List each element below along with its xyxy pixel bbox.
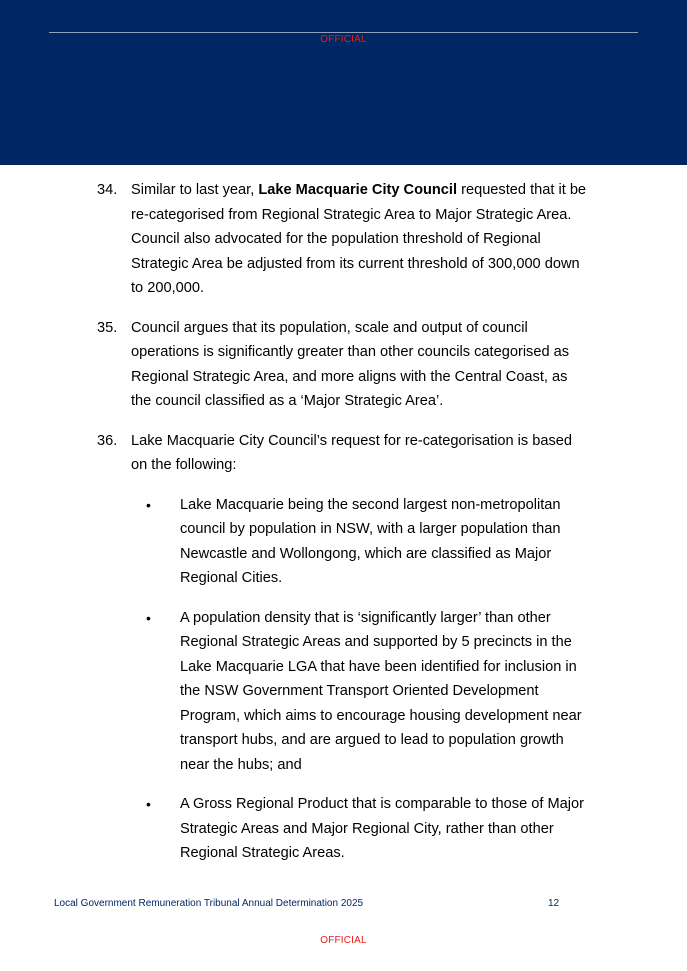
bullet-text: A population density that is ‘significantly larger’ than other Regional Strategic Areas and supported by 5 precincts in the Lake Macquarie LGA that have been identified for inclusion in the NSW Government Transport Oriented Development Program, which aims to encourage housing development near transport hubs, and are argued to lead to population growth near the hubs; and	[180, 609, 582, 773]
bullet-dot-icon: •	[146, 796, 151, 812]
document-body	[0, 178, 687, 881]
header-rule	[49, 32, 638, 33]
paragraph-text: Council argues that its population, scale and output of council operations is significantly greater than other councils categorised as Regional Strategic Area, and more aligns with the Central Coast, as the council classified as a ‘Major Strategic Area’.	[131, 319, 570, 409]
bullet-text: A Gross Regional Product that is comparable to those of Major Strategic Areas and Major Regional City, rather than other Regional Strategic Areas.	[180, 796, 584, 861]
bullet-item	[0, 606, 592, 778]
bullet-text: Lake Macquarie being the second largest non-metropolitan council by population in NSW, with a larger population than Newcastle and Wollongong, which are classified as Major Regional Cities.	[180, 496, 561, 586]
paragraph-number: 36.	[97, 432, 118, 449]
classification-marking-top: OFFICIAL	[320, 34, 367, 45]
header-banner	[0, 0, 687, 165]
paragraph-36	[0, 429, 591, 478]
bullet-item	[0, 493, 592, 591]
paragraph-number: 35.	[97, 319, 118, 336]
bullet-dot-icon: •	[146, 496, 151, 513]
bullet-list	[0, 493, 687, 866]
paragraph-text-rest: requested that it be re-categorised from Regional Strategic Area to Major Strategic Area. Council also advocated for the population threshold of Regional Strategic Area be adjusted from its current threshold of 300,000 down to 200,000.	[131, 182, 587, 296]
paragraph-text: Lake Macquarie City Council’s request for re-categorisation is based on the following:	[131, 432, 573, 473]
footer-document-title: Local Government Remuneration Tribunal Annual Determination 2025	[54, 898, 364, 909]
paragraph-number: 34.	[97, 182, 118, 198]
paragraph-35	[0, 316, 591, 414]
paragraph-34	[0, 178, 591, 301]
paragraph-bold-council-name: Lake Macquarie City Council	[258, 182, 458, 198]
bullet-item	[0, 792, 592, 866]
footer-page-number: 12	[548, 898, 560, 909]
paragraph-text-lead: Similar to last year,	[131, 182, 259, 198]
classification-marking-bottom: OFFICIAL	[320, 935, 367, 946]
bullet-dot-icon: •	[146, 609, 151, 626]
